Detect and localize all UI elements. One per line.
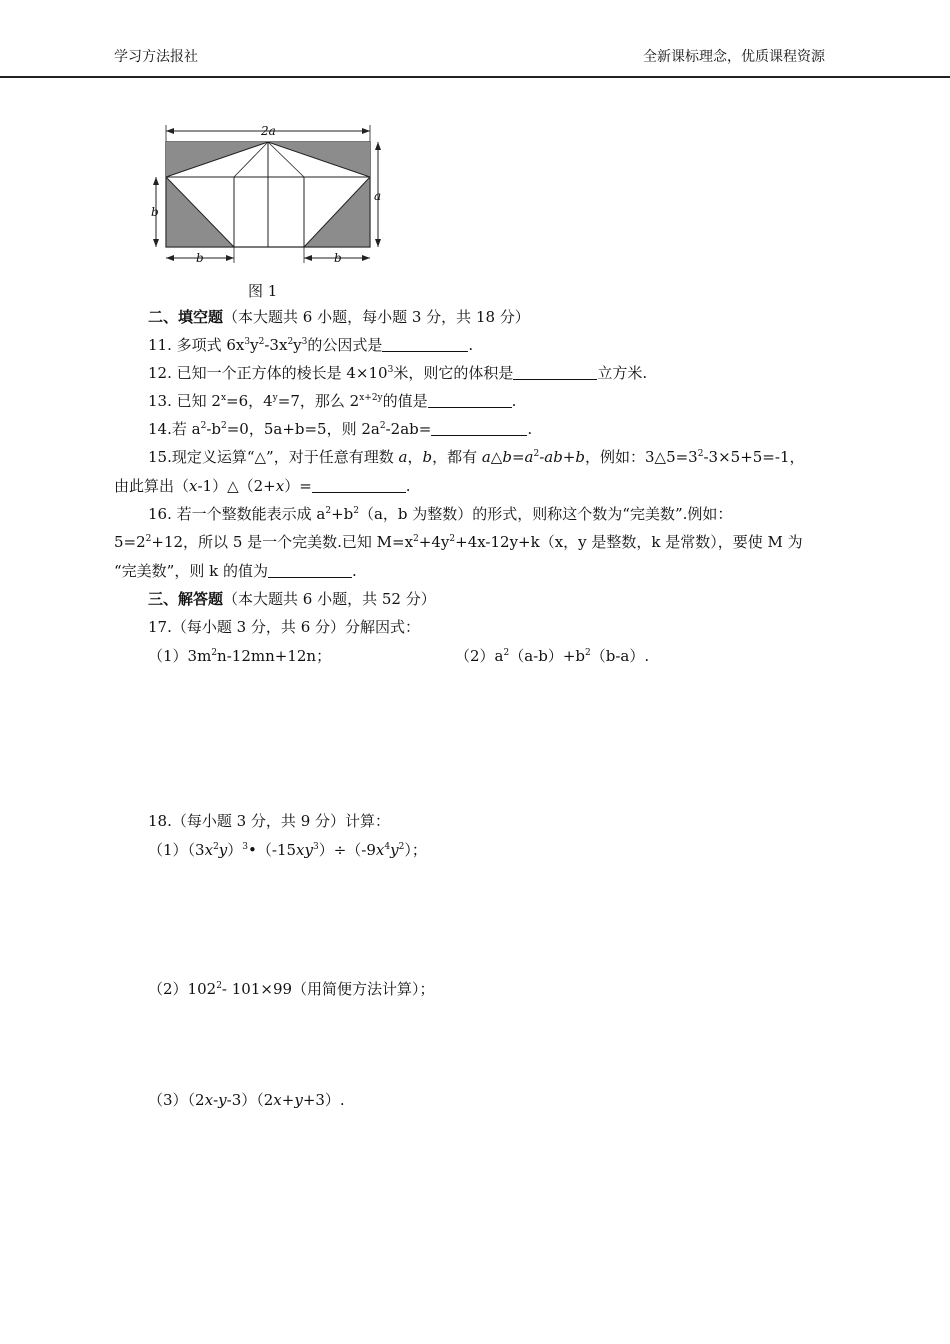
question-17-part1 [148, 646, 331, 666]
text-fragment: 14.若 a [148, 420, 201, 438]
text-fragment: - 101×99（用简便方法计算）； [221, 980, 435, 998]
text-fragment: （a，b 为整数）的形式，则称这个数为“完美数”.例如： [358, 505, 733, 523]
text-fragment: 2 [211, 648, 218, 658]
text-fragment: +3）. [302, 1091, 345, 1109]
question-13 [148, 391, 516, 411]
answer-blank[interactable] [382, 337, 468, 352]
question-15-line2 [114, 476, 411, 496]
text-fragment: 2 [379, 421, 386, 431]
text-fragment: 2 [145, 534, 152, 544]
header-right: 全新课标理念，优质课程资源 [643, 49, 825, 65]
text-fragment: 米，则它的体积是 [393, 364, 514, 382]
answer-blank[interactable] [312, 478, 406, 493]
question-17-title: 17.（每小题 3 分，共 6 分）分解因式： [148, 618, 421, 636]
header-rule [0, 76, 950, 78]
text-fragment: 16. 若一个整数能表示成 a [148, 505, 326, 523]
text-fragment: ） [227, 841, 243, 859]
text-fragment: 2 [398, 842, 405, 852]
text-fragment: x [204, 841, 214, 859]
text-fragment: （a-b）+b [509, 647, 586, 665]
text-fragment: . [527, 420, 533, 438]
text-fragment: a△b=a [481, 448, 534, 466]
figure-caption: 图 1 [248, 282, 278, 300]
text-fragment: y [390, 841, 399, 859]
text-fragment: 13. 已知 2 [148, 392, 221, 410]
text-fragment: =7，那么 2 [277, 392, 360, 410]
text-fragment: + [281, 1091, 295, 1109]
figure-label-top: 2a [261, 124, 276, 138]
text-fragment: 2 [533, 449, 540, 459]
question-16-line3 [114, 561, 357, 581]
text-fragment: -3x [264, 336, 288, 354]
text-fragment: ，都有 [432, 448, 482, 466]
text-fragment: -3）（2 [226, 1091, 274, 1109]
question-12 [148, 363, 647, 383]
text-fragment: x+2y [359, 393, 383, 403]
text-fragment: y [293, 336, 302, 354]
text-fragment: +4y [418, 533, 450, 551]
text-fragment: y [218, 1091, 227, 1109]
section-2-heading [148, 307, 530, 327]
text-fragment: ）= [284, 477, 312, 495]
figure-label-right: a [374, 189, 382, 203]
text-fragment: . [405, 477, 411, 495]
text-fragment: x [275, 477, 285, 495]
figure-label-left: b [151, 205, 159, 219]
text-fragment: （b-a）. [590, 647, 650, 665]
text-fragment: x [204, 1091, 214, 1109]
text-fragment: 3 [301, 337, 308, 347]
text-fragment: x [375, 841, 385, 859]
text-fragment: 2 [258, 337, 265, 347]
text-fragment: （2）102 [148, 980, 217, 998]
text-fragment: 3 [242, 842, 249, 852]
answer-blank[interactable] [431, 421, 527, 436]
text-fragment: =0，5a+b=5，则 2a [226, 420, 380, 438]
text-fragment: . [511, 392, 517, 410]
text-fragment: n-12mn+12n； [217, 647, 332, 665]
text-fragment: ， [407, 448, 423, 466]
text-fragment: •（-15 [248, 841, 297, 859]
text-fragment: -b [206, 420, 221, 438]
answer-blank[interactable] [428, 393, 512, 408]
text-fragment: a [398, 448, 408, 466]
text-fragment: x [273, 1091, 282, 1109]
text-fragment: 2 [697, 449, 704, 459]
question-15-line1 [148, 447, 805, 467]
text-fragment: 3 [312, 842, 319, 852]
text-fragment: -3×5+5=-1， [703, 448, 805, 466]
question-18-part2 [148, 979, 435, 999]
text-fragment: . [468, 336, 474, 354]
text-fragment: 2 [503, 648, 510, 658]
figure-label-bottom-right: b [334, 251, 342, 265]
text-fragment: =6，4 [226, 392, 273, 410]
text-fragment: （3）（2 [148, 1091, 205, 1109]
question-16-line1 [148, 504, 732, 524]
text-fragment: ，例如：3△5=3 [584, 448, 698, 466]
text-fragment: - [213, 1091, 219, 1109]
text-fragment: 3 [244, 337, 251, 347]
text-fragment: b [422, 448, 433, 466]
figure-1 [148, 120, 398, 265]
text-fragment: 二、填空题 [148, 308, 224, 326]
text-fragment: “完美数”，则 k 的值为 [114, 562, 268, 580]
text-fragment: 2 [413, 534, 419, 544]
question-18-part3 [148, 1090, 345, 1110]
text-fragment: 由此算出（ [114, 477, 190, 495]
text-fragment: 12. 已知一个正方体的棱长是 4×10 [148, 364, 388, 382]
text-fragment: 2 [216, 981, 222, 991]
text-fragment: 的值是 [382, 392, 428, 410]
text-fragment: （本大题共 6 小题，共 52 分） [223, 590, 436, 608]
text-fragment: （1）（3 [148, 841, 205, 859]
text-fragment: . [351, 562, 357, 580]
question-18-title: 18.（每小题 3 分，共 9 分）计算： [148, 812, 391, 830]
question-18-part1 [148, 840, 427, 860]
text-fragment: y [250, 336, 259, 354]
text-fragment: 5=2 [114, 533, 146, 551]
text-fragment: 三、解答题 [148, 590, 224, 608]
text-fragment: xy [296, 841, 313, 859]
text-fragment: +b [331, 505, 354, 523]
text-fragment: 4 [384, 842, 391, 852]
answer-blank[interactable] [513, 365, 597, 380]
text-fragment: 2 [200, 421, 207, 431]
text-fragment: ）； [404, 841, 427, 859]
section-3-heading [148, 589, 436, 609]
text-fragment: y [272, 393, 278, 403]
figure-label-bottom-left: b [196, 251, 204, 265]
question-14 [148, 419, 532, 439]
text-fragment: ）÷（-9 [318, 841, 376, 859]
text-fragment: 的公因式是 [307, 336, 383, 354]
text-fragment: 2 [353, 506, 359, 516]
text-fragment: +12，所以 5 是一个完美数.已知 M=x [151, 533, 414, 551]
question-11 [148, 335, 473, 355]
text-fragment: y [218, 841, 228, 859]
text-fragment: 2 [287, 337, 294, 347]
text-fragment: -1）△（2+ [197, 477, 276, 495]
text-fragment: 3 [387, 365, 394, 375]
header-left: 学习方法报社 [114, 49, 198, 65]
text-fragment: （2）a [455, 647, 504, 665]
text-fragment: 2 [220, 421, 227, 431]
question-16-line2 [114, 532, 803, 552]
text-fragment: 2 [585, 648, 591, 658]
text-fragment: 15.现定义运算“△”，对于任意有理数 [148, 448, 399, 466]
text-fragment: -ab+b [539, 448, 585, 466]
answer-blank[interactable] [268, 563, 352, 578]
text-fragment: 11. 多项式 6x [148, 336, 245, 354]
text-fragment: 2 [213, 842, 219, 852]
text-fragment: x [220, 393, 227, 403]
question-17-part2 [455, 646, 649, 666]
text-fragment: （1）3m [148, 647, 212, 665]
text-fragment: +4x-12y+k（x，y 是整数，k 是常数），要使 M 为 [455, 533, 803, 551]
text-fragment: 2 [449, 534, 456, 544]
text-fragment: y [294, 1091, 303, 1109]
text-fragment: -2ab= [385, 420, 432, 438]
text-fragment: （本大题共 6 小题，每小题 3 分，共 18 分） [223, 308, 530, 326]
text-fragment: 2 [325, 506, 332, 516]
text-fragment: x [189, 477, 198, 495]
text-fragment: 立方米. [597, 364, 648, 382]
